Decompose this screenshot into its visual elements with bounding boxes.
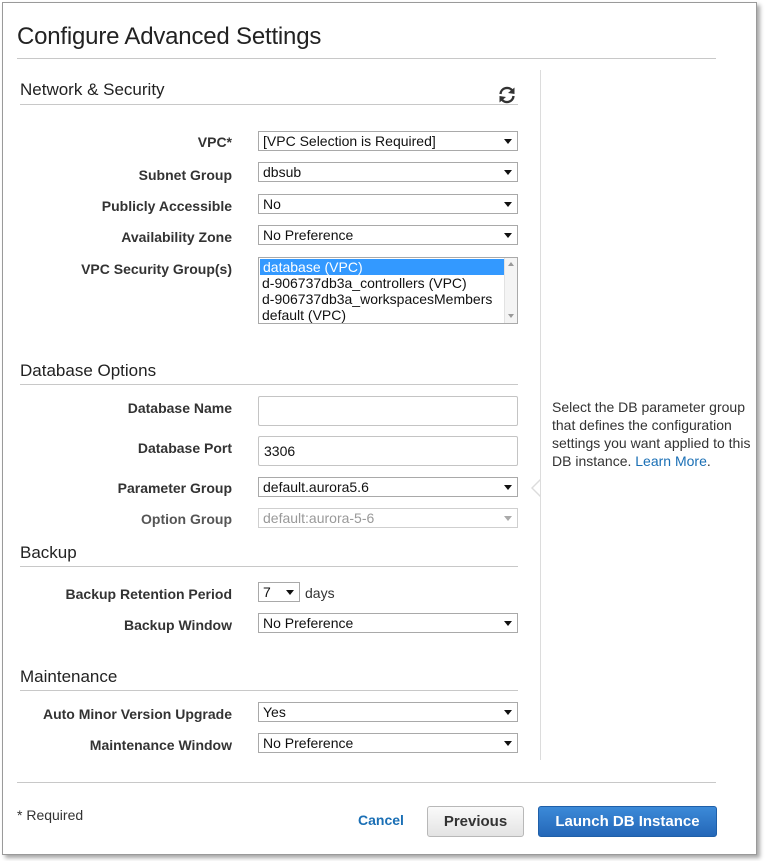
listbox-scrollbar[interactable] (504, 258, 517, 323)
security-groups-listbox[interactable] (258, 257, 518, 324)
scroll-down-icon[interactable] (508, 314, 514, 318)
help-text (552, 398, 757, 470)
option-group-label: Option Group (141, 511, 232, 527)
chevron-down-icon (504, 170, 512, 175)
section-title-network: Network & Security (20, 80, 165, 99)
scroll-up-icon[interactable] (508, 262, 514, 266)
chevron-down-icon (504, 202, 512, 207)
security-group-option[interactable]: default (VPC) (262, 307, 347, 323)
help-pointer-inner (533, 481, 540, 495)
previous-button[interactable]: Previous (427, 806, 524, 837)
chevron-down-icon (504, 710, 512, 715)
auto-minor-upgrade-value: Yes (263, 704, 286, 720)
backup-retention-label: Backup Retention Period (65, 586, 232, 602)
publicly-accessible-label: Publicly Accessible (101, 198, 232, 214)
chevron-down-icon (504, 516, 512, 521)
backup-retention-select[interactable] (258, 582, 300, 602)
launch-db-instance-button[interactable]: Launch DB Instance (538, 806, 717, 837)
parameter-group-value: default.aurora5.6 (263, 479, 369, 495)
parameter-group-select[interactable] (258, 477, 518, 497)
chevron-down-icon (504, 621, 512, 626)
database-name-input[interactable] (258, 396, 518, 426)
chevron-down-icon (504, 485, 512, 490)
database-port-label: Database Port (137, 440, 232, 456)
chevron-down-icon (504, 233, 512, 238)
cancel-button[interactable]: Cancel (358, 812, 404, 828)
database-name-label: Database Name (127, 400, 232, 416)
section-divider-maintenance (20, 690, 518, 691)
publicly-accessible-value: No (263, 196, 281, 212)
maintenance-window-value: No Preference (263, 735, 354, 751)
help-suffix: . (706, 453, 711, 469)
publicly-accessible-select[interactable] (258, 194, 518, 214)
option-group-select (258, 508, 518, 528)
subnet-group-select[interactable] (258, 162, 518, 182)
backup-window-select[interactable] (258, 613, 518, 633)
maintenance-window-label: Maintenance Window (89, 737, 232, 753)
refresh-icon[interactable] (497, 85, 517, 105)
security-group-option[interactable]: database (VPC) (260, 259, 505, 275)
auto-minor-upgrade-label: Auto Minor Version Upgrade (42, 706, 232, 722)
section-title-backup: Backup (20, 543, 77, 562)
chevron-down-icon (504, 139, 512, 144)
auto-minor-upgrade-select[interactable] (258, 702, 518, 722)
section-divider-database (20, 384, 518, 385)
section-title-database: Database Options (20, 361, 157, 380)
security-group-option[interactable]: d-906737db3a_controllers (VPC) (262, 275, 467, 291)
vpc-label: VPC* (197, 134, 232, 150)
availability-zone-select[interactable] (258, 225, 518, 245)
page-title: Configure Advanced Settings (17, 23, 322, 50)
dialog-frame (2, 2, 757, 855)
database-port-input[interactable] (258, 436, 518, 466)
backup-window-label: Backup Window (124, 617, 232, 633)
maintenance-window-select[interactable] (258, 733, 518, 753)
chevron-down-icon (504, 741, 512, 746)
vpc-select-value: [VPC Selection is Required] (263, 133, 436, 149)
learn-more-link[interactable]: Learn More (635, 453, 707, 469)
option-group-value: default:aurora-5-6 (263, 510, 375, 526)
security-group-option[interactable]: d-906737db3a_workspacesMembers (262, 291, 493, 307)
footer-divider (17, 782, 716, 783)
title-divider (17, 58, 716, 59)
vpc-select[interactable] (258, 131, 518, 151)
help-panel-divider (540, 70, 541, 760)
required-note: * Required (17, 807, 84, 823)
section-divider-network (20, 104, 518, 105)
availability-zone-label: Availability Zone (121, 229, 232, 245)
section-divider-backup (20, 566, 518, 567)
help-description: Select the DB parameter group that defines the configuration settings you want applied to this DB instance. (552, 399, 751, 469)
section-title-maintenance: Maintenance (20, 667, 118, 686)
parameter-group-label: Parameter Group (117, 480, 232, 496)
backup-window-value: No Preference (263, 615, 354, 631)
subnet-group-label: Subnet Group (138, 167, 232, 183)
backup-retention-unit: days (305, 585, 335, 601)
security-groups-label: VPC Security Group(s) (81, 261, 232, 277)
subnet-group-value: dbsub (263, 164, 302, 180)
chevron-down-icon (286, 590, 294, 595)
availability-zone-value: No Preference (263, 227, 354, 243)
backup-retention-value: 7 (263, 584, 271, 600)
